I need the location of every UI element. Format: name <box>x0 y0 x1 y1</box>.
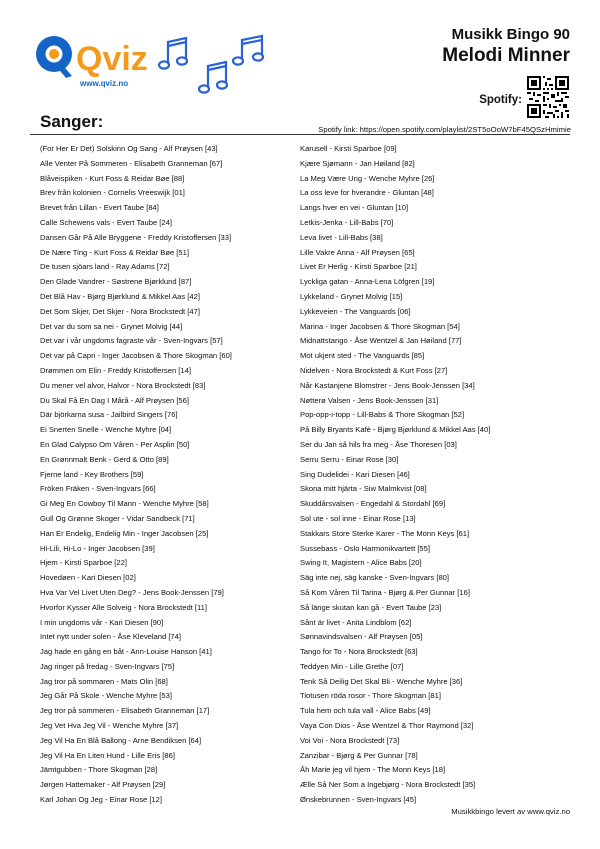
song-item: Swing It, Magistern - Alice Babs [20] <box>300 558 422 568</box>
song-item: Når Kastanjene Blomstrer - Jens Book-Jenssen [34] <box>300 380 475 390</box>
song-item: Jørgen Hattemaker - Alf Prøysen [29] <box>40 780 166 790</box>
song-item: Lyckliga gatan - Anna-Lena Löfgren [19] <box>300 277 435 287</box>
song-item: Den Glade Vandrer - Søstrene Bjørklund [87] <box>40 277 192 287</box>
title-block <box>442 26 570 68</box>
song-item: Jeg Vil Ha En Blå Ballong - Arne Bendiksen [64] <box>40 735 202 745</box>
song-item: Vaya Con Dios - Åse Wentzel & Thor Raymond [32] <box>300 721 474 731</box>
song-item: Skona mitt hjärta - Siw Malmkvist [08] <box>300 484 427 494</box>
song-item: La oss leve for hverandre - Gluntan [48] <box>300 188 434 198</box>
song-item: Drømmen om Elin - Freddy Kristoffersen [14] <box>40 365 191 375</box>
song-item: Där björkarna susa - Jailbird Singers [76] <box>40 410 178 420</box>
song-item: Zanzibar - Bjørg & Per Gunnar [78] <box>300 750 418 760</box>
song-item: Nøtterø Valsen - Jens Book-Jenssen [31] <box>300 395 439 405</box>
song-item: En Grønnmalt Benk - Gerd & Otto [89] <box>40 454 169 464</box>
song-item: Voi Voi - Nora Brockstedt [73] <box>300 735 400 745</box>
song-item: Så Kom Våren Til Tarina - Bjørg & Per Gunnar [16] <box>300 587 470 597</box>
songs-heading: Sanger: <box>40 112 104 131</box>
song-item: Säg inte nej, säg kanske - Sven-Ingvars [80] <box>300 573 450 583</box>
song-item: Gi Meg En Cowboy Til Mann - Wenche Myhre [58] <box>40 499 209 509</box>
song-item: Nidelven - Nora Brockstedt & Kurt Foss [27] <box>300 365 448 375</box>
song-item: Letkis-Jenka - Lill-Babs [70] <box>300 217 394 227</box>
logo-url: www.qviz.no <box>80 79 129 88</box>
song-item: Ser du Jan så hils fra meg - Åse Thoresen [03] <box>300 439 457 449</box>
song-item: Jeg Vil Ha En Liten Hund - Lille Eris [86] <box>40 750 175 760</box>
song-item: La Meg Være Ung - Wenche Myhre [26] <box>300 173 435 183</box>
qr-code-icon[interactable] <box>527 76 569 118</box>
song-item: (For Her Er Det) Solskinn Og Sang - Alf Prøysen [43] <box>40 144 218 153</box>
song-item: Alle Venter På Sommeren - Elisabeth Granneman [67] <box>40 158 223 168</box>
song-item: Jag ringer på fredag - Sven-Ingvars [75] <box>40 661 175 671</box>
song-item: Hvorfor Kysser Alle Solveig - Nora Brockstedt [11] <box>40 602 207 612</box>
song-item: Tango for To - Nora Brockstedt [63] <box>300 647 418 657</box>
song-item: Jeg Går På Skole - Wenche Myhre [53] <box>40 691 172 701</box>
spotify-label: Spotify: <box>479 94 522 106</box>
song-item: En Glad Calypso Om Våren - Per Asplin [50] <box>40 439 190 449</box>
song-item: Det Som Skjer, Det Skjer - Nora Brockstedt [47] <box>40 306 200 316</box>
spotify-link[interactable]: Spotify link: https://open.spotify.com/playlist/2ST5oOoW7bF45QSzHmimie <box>318 125 571 134</box>
song-item: Lykkeveien - The Vanguards [06] <box>300 306 411 316</box>
song-item: Tula hem och tula vall - Alice Babs [49] <box>300 706 431 716</box>
song-item: Sussebass - Oslo Harmonikvartett [55] <box>300 543 430 553</box>
footer-credit: Musikkbingo levert av www.qviz.no <box>451 807 570 816</box>
song-item: Jag tror på sommaren - Mats Olin [68] <box>40 676 168 686</box>
song-item: Jeg tror på sommeren - Elisabeth Granneman [17] <box>40 706 210 716</box>
song-item: Karusell - Kirsti Sparboe [09] <box>300 144 397 153</box>
song-item: Serru Serru - Einar Rose [30] <box>300 454 399 464</box>
song-item: Intet nytt under solen - Åse Kleveland [74] <box>40 632 181 642</box>
song-item: Det var du som sa nei - Grynet Molvig [44] <box>40 321 183 331</box>
song-item: Sønnavindsvalsen - Alf Prøysen [05] <box>300 632 423 642</box>
music-notes-icon <box>158 34 276 94</box>
song-item: Pop-opp-i-topp - Lill-Babs & Thore Skogman [52] <box>300 410 465 420</box>
song-item: Det var i vår ungdoms fagraste vår - Sven-Ingvars [57] <box>40 336 223 346</box>
song-item: Tenk Så Deilig Det Skal Bli - Wenche Myhre [36] <box>300 676 463 686</box>
song-item: Langs hver en vei - Gluntan [10] <box>300 203 409 213</box>
song-item: Skuddårsvalsen - Engedahl & Stordahl [69] <box>300 499 446 509</box>
song-item: Du Skal Få En Dag I Mårå - Alf Prøysen [56] <box>40 395 189 405</box>
song-item: Karl Johan Og Jeg - Einar Rose [12] <box>40 795 162 805</box>
divider <box>30 134 570 135</box>
song-item: Stakkars Store Sterke Karer - The Monn Keys [61] <box>300 528 470 538</box>
song-item: De Nære Ting - Kurt Foss & Reidar Bøe [51] <box>40 247 189 257</box>
game-subtitle: Melodi Minner <box>442 45 570 66</box>
song-item: Hjem - Kirsti Sparboe [22] <box>40 558 127 568</box>
song-item: Jeg Vet Hva Jeg Vil - Wenche Myhre [37] <box>40 721 179 731</box>
song-item: Åh Marie jeg vil hjem - The Monn Keys [18] <box>300 765 446 775</box>
song-item: Lille Vakre Anna - Alf Prøysen [65] <box>300 247 415 257</box>
song-item: Marina - Inger Jacobsen & Thore Skogman [54] <box>300 321 460 331</box>
song-item: Lykkeland - Grynet Molvig [15] <box>300 291 403 301</box>
song-item: Det var på Capri - Inger Jacobsen & Thore Skogman [60] <box>40 351 232 361</box>
song-item: Gull Og Grønne Skoger - Vidar Sandbeck [71] <box>40 513 195 523</box>
song-list-right <box>300 142 570 808</box>
song-item: Brevet från Lillan - Evert Taube [84] <box>40 203 159 213</box>
song-item: Du mener vel alvor, Halvor - Nora Brockstedt [83] <box>40 380 206 390</box>
song-item: Blåveispiken - Kurt Foss & Reidar Bøe [88] <box>40 173 185 183</box>
song-item: Brev från kolonien - Cornelis Vreeswijk [01] <box>40 188 185 198</box>
song-item: Calle Schewens vals - Evert Taube [24] <box>40 217 172 227</box>
song-item: Det Blå Hav - Bjørg Bjørklund & Mikkel Aas [42] <box>40 291 200 301</box>
song-item: Fjerne land - Key Brothers [59] <box>40 469 144 479</box>
song-item: Jämtgubben - Thore Skogman [28] <box>40 765 158 775</box>
song-item: Sing Dudelidei - Kari Diesen [46] <box>300 469 410 479</box>
song-item: Dansen Går På Alle Bryggene - Freddy Kristoffersen [33] <box>40 232 232 242</box>
song-item: Kjære Sjømann - Jan Høiland [82] <box>300 158 415 168</box>
song-item: Livet Er Herlig - Kirsti Sparboe [21] <box>300 262 417 272</box>
song-item: Hva Var Vel Livet Uten Deg? - Jens Book-Jenssen [79] <box>40 587 224 597</box>
song-item: Ælle Så Ner Som a Ingebjørg - Nora Brockstedt [35] <box>300 780 476 790</box>
song-item: På Billy Bryants Kafè - Bjørg Bjørklund & Mikkel Aas [40] <box>300 425 491 435</box>
game-title: Musikk Bingo 90 <box>451 26 570 43</box>
song-item: Fröken Fräken - Sven-Ingvars [66] <box>40 484 156 494</box>
song-item: I min ungdoms vår - Kari Diesen [90] <box>40 617 164 627</box>
song-item: Sol ute - sol inne - Einar Rose [13] <box>300 513 416 523</box>
song-item: De tusen sjöars land - Ray Adams [72] <box>40 262 170 272</box>
song-item: Så länge skutan kan gå - Evert Taube [23] <box>300 602 442 612</box>
song-item: Ønskebrunnen - Sven-Ingvars [45] <box>300 795 417 805</box>
song-item: Hi-Lili, Hi-Lo - Inger Jacobsen [39] <box>40 543 155 553</box>
song-item: Sånt är livet - Anita Lindblom [62] <box>300 617 412 627</box>
song-item: Jag hade en gång en båt - Ann-Louise Hanson [41] <box>40 647 212 657</box>
song-item: Teddyen Min - Lille Grethe [07] <box>300 661 404 671</box>
song-item: Hovedøen - Kari Diesen [02] <box>40 573 136 583</box>
song-item: Tiotusen röda rosor - Thore Skogman [81] <box>300 691 441 701</box>
song-item: Leva livet - Lill-Babs [38] <box>300 232 383 242</box>
song-list-left <box>40 142 295 808</box>
song-item: Han Er Endelig, Endelig Min - Inger Jacobsen [25] <box>40 528 209 538</box>
song-item: Mot ukjent sted - The Vanguards [85] <box>300 351 425 361</box>
logo-wordmark: Qviz <box>76 40 148 78</box>
song-item: Ei Snerten Snelle - Wenche Myhre [04] <box>40 425 172 435</box>
song-item: Midnattstango - Åse Wentzel & Jan Høiland [77] <box>300 336 462 346</box>
